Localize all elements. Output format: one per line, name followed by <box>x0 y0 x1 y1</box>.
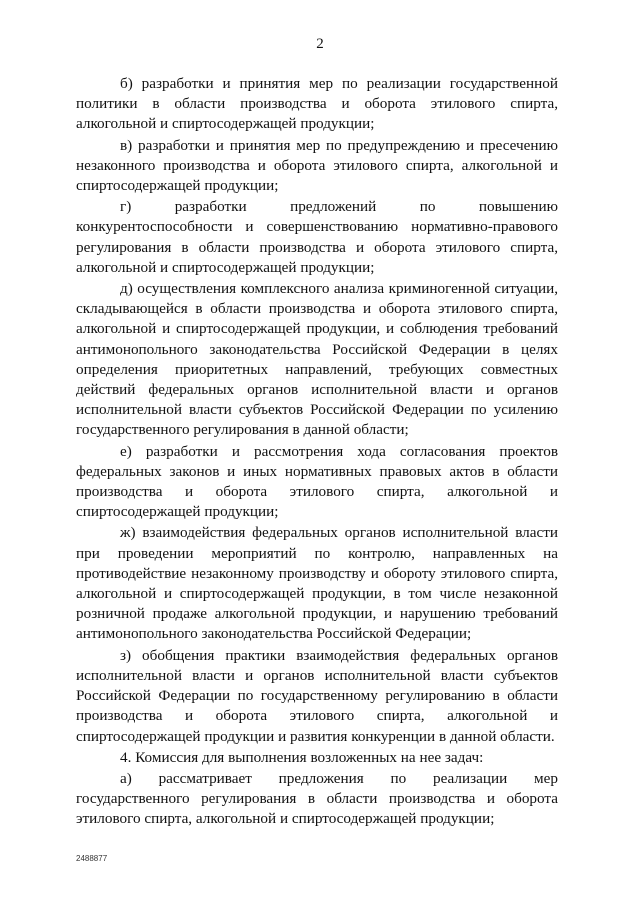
paragraph-zh: ж) взаимодействия федеральных органов исполнительной власти при проведении мероприятий по контролю, направленных на противодействие незаконному производству и обороту этилового спирта, алкогольной и спиртосодержащей продукции, в том числе незаконной розничной продаже алкогольной продукции, и нарушению требований антимонопольного законодательства Российской Федерации; <box>76 524 558 643</box>
page-number: 2 <box>316 36 324 52</box>
paragraph-v: в) разработки и принятия мер по предупреждению и пресечению незаконного производства и оборота этилового спирта, алкогольной и спиртосодержащей продукции; <box>76 136 558 195</box>
paragraph-z: з) обобщения практики взаимодействия федеральных органов исполнительной власти и органов исполнительной власти субъектов Российской Федерации по государственному регулированию в области производства и оборота этилового спирта, алкогольной и спиртосодержащей продукции и развития конкуренции в данной области. <box>76 646 558 745</box>
paragraph-g: г) разработки предложений по повышению конкурентоспособности и совершенствованию нормативно-правового регулирования в области производства и оборота этилового спирта, алкогольной и спиртосодержащей продукции; <box>76 198 558 276</box>
document-body <box>76 74 558 831</box>
document-code: 2488877 <box>76 854 108 863</box>
paragraph-e: е) разработки и рассмотрения хода согласования проектов федеральных законов и иных нормативных правовых актов в области производства и оборота этилового спирта, алкогольной и спиртосодержащей продукции; <box>76 442 558 521</box>
paragraph-b: б) разработки и принятия мер по реализации государственной политики в области производства и оборота этилового спирта, алкогольной и спиртосодержащей продукции; <box>76 75 558 133</box>
paragraph-d: д) осуществления комплексного анализа криминогенной ситуации, складывающейся в области производства и оборота этилового спирта, алкогольной и спиртосодержащей продукции, и соблюдения требований антимонопольного законодательства Российской Федерации в целях определения приоритетных направлений, требующих совместных действий федеральных органов исполнительной власти и органов исполнительной власти субъектов Российской Федерации по усилению государственного регулирования в данной области; <box>76 280 558 439</box>
paragraph-a: а) рассматривает предложения по реализации мер государственного регулирования в области производства и оборота этилового спирта, алкогольной и спиртосодержащей продукции; <box>76 769 558 828</box>
section-4-heading: 4. Комиссия для выполнения возложенных на нее задач: <box>120 748 484 766</box>
